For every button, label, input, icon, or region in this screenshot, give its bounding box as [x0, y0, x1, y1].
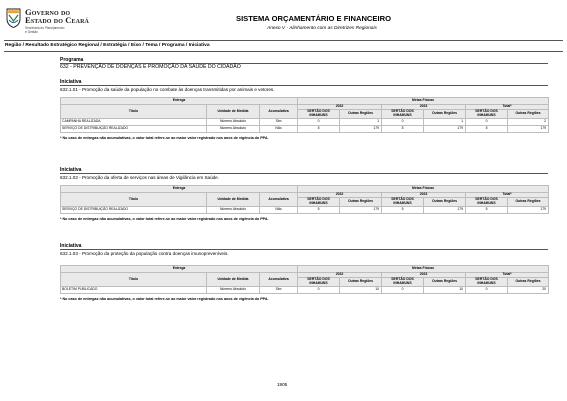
initiative-divider: [60, 173, 548, 174]
cell-total-outras: 2: [508, 119, 549, 126]
cell-2023-sertao: 5: [382, 207, 424, 214]
deliveries-table: [60, 185, 549, 214]
header-year-2022: 2022: [298, 193, 382, 198]
cell-2022-outras: 179: [340, 207, 382, 214]
deliveries-table: [60, 97, 549, 133]
initiative-label: Iniciativa: [60, 79, 82, 85]
header-divider: [4, 40, 563, 41]
header-outras: Outras Regiões: [424, 278, 466, 287]
header-outras: Outras Regiões: [508, 278, 549, 287]
header-outras: Outras Regiões: [424, 198, 466, 207]
header-year-2022: 2022: [298, 105, 382, 110]
header-entrega: Entrega: [61, 98, 298, 105]
cell-2022-outras: 179: [340, 126, 382, 133]
cell-2023-outras: 179: [424, 207, 466, 214]
cell-titulo: BOLETIM PUBLICADO: [61, 287, 207, 294]
page-header: [0, 0, 567, 42]
cell-2022-sertao: 0: [298, 119, 340, 126]
cell-2022-outras: 1: [340, 119, 382, 126]
header-outras: Outras Regiões: [424, 110, 466, 119]
cell-2022-outras: 10: [340, 287, 382, 294]
cell-total-sertao: 0: [466, 287, 508, 294]
header-acumulativa: Acumulativa: [260, 193, 298, 207]
table-row: [61, 287, 549, 294]
initiative-divider: [60, 85, 548, 86]
header-sertao: SERTÃO DOS INHAMUNS: [298, 198, 340, 207]
header-sertao: SERTÃO DOS INHAMUNS: [298, 110, 340, 119]
initiative-block: [60, 243, 548, 301]
cell-titulo: SERVIÇO DE DISTRIBUIÇÃO REALIZADO: [61, 207, 207, 214]
initiative-label: Iniciativa: [60, 243, 82, 249]
initiative-block: [60, 79, 548, 140]
header-sertao: SERTÃO DOS INHAMUNS: [382, 278, 424, 287]
deliveries-table: [60, 265, 549, 294]
cell-titulo: SERVIÇO DE DISTRIBUIÇÃO REALIZADO: [61, 126, 207, 133]
cell-unidade: Número Absoluto: [207, 207, 260, 214]
header-outras: Outras Regiões: [340, 110, 382, 119]
cell-acumulativa: Não: [260, 207, 298, 214]
header-sertao: SERTÃO DOS INHAMUNS: [382, 198, 424, 207]
header-sertao: SERTÃO DOS INHAMUNS: [466, 278, 508, 287]
government-logo: [6, 8, 116, 36]
cell-2022-sertao: 5: [298, 207, 340, 214]
page-number: 1905: [277, 382, 288, 387]
header-metas: Metas Físicas: [298, 98, 549, 105]
program-label: Programa: [60, 57, 84, 63]
header-unidade: Unidade de Medida: [207, 193, 260, 207]
header-titulo: Título: [61, 273, 207, 287]
cell-acumulativa: Não: [260, 126, 298, 133]
header-total: Total*: [466, 105, 549, 110]
document-title: SISTEMA ORÇAMENTÁRIO E FINANCEIRO: [236, 14, 391, 23]
logo-subtext-line2: e Gestão: [25, 30, 38, 34]
document-subtitle: Anexo V - Alinhamento com as Diretrizes Regionais: [267, 26, 377, 31]
logo-text-line2: Estado do Ceará: [25, 15, 89, 25]
header-entrega: Entrega: [61, 266, 298, 273]
cell-total-outras: 20: [508, 287, 549, 294]
cell-2022-sertao: 0: [298, 287, 340, 294]
header-titulo: Título: [61, 193, 207, 207]
cell-2022-sertao: 5: [298, 126, 340, 133]
cell-total-outras: 179: [508, 126, 549, 133]
header-sertao: SERTÃO DOS INHAMUNS: [298, 278, 340, 287]
header-metas: Metas Físicas: [298, 186, 549, 193]
logo-text-line1: Governo do: [25, 7, 71, 17]
header-sertao: SERTÃO DOS INHAMUNS: [466, 110, 508, 119]
cell-2023-sertao: 0: [382, 119, 424, 126]
cell-2023-outras: 10: [424, 287, 466, 294]
header-year-2023: 2023: [382, 105, 466, 110]
cell-unidade: Número Absoluto: [207, 126, 260, 133]
breadcrumb: Região / Resultado Estratégico Regional / Estratégia / Eixo / Tema / Programa / Iniciativa: [5, 43, 210, 48]
table-footnote: * No caso de entregas não acumulativas, o valor total refere-se ao maior valor registrado nos anos de vigência do PPA.: [60, 297, 269, 301]
header-outras: Outras Regiões: [340, 278, 382, 287]
cell-2023-outras: 1: [424, 119, 466, 126]
initiative-title: 632.1.03 - Promoção da proteção da população contra doenças imunopreveníveis.: [60, 251, 229, 256]
header-year-2022: 2022: [298, 273, 382, 278]
header-outras: Outras Regiões: [340, 198, 382, 207]
breadcrumb-divider: [4, 51, 563, 52]
header-outras: Outras Regiões: [508, 198, 549, 207]
logo-subtext-line1: Secretaria do Planejamento: [25, 26, 65, 30]
cell-acumulativa: Sim: [260, 287, 298, 294]
cell-2023-outras: 179: [424, 126, 466, 133]
table-footnote: * No caso de entregas não acumulativas, o valor total refere-se ao maior valor registrado nos anos de vigência do PPA.: [60, 217, 269, 221]
header-acumulativa: Acumulativa: [260, 105, 298, 119]
initiative-label: Iniciativa: [60, 167, 82, 173]
header-unidade: Unidade de Medida: [207, 273, 260, 287]
header-metas: Metas Físicas: [298, 266, 549, 273]
table-row: [61, 126, 549, 133]
header-acumulativa: Acumulativa: [260, 273, 298, 287]
table-footnote: * No caso de entregas não acumulativas, o valor total refere-se ao maior valor registrado nos anos de vigência do PPA.: [60, 136, 269, 140]
header-sertao: SERTÃO DOS INHAMUNS: [382, 110, 424, 119]
program-title: 632 - PREVENÇÃO DE DOENÇAS E PROMOÇÃO DA SAÚDE DO CIDADÃO: [60, 64, 241, 70]
cell-unidade: Número Absoluto: [207, 119, 260, 126]
header-year-2023: 2023: [382, 273, 466, 278]
initiative-divider: [60, 249, 548, 250]
header-outras: Outras Regiões: [508, 110, 549, 119]
cell-acumulativa: Sim: [260, 119, 298, 126]
header-unidade: Unidade de Medida: [207, 105, 260, 119]
cell-titulo: CAMPANHA REALIZADA: [61, 119, 207, 126]
header-total: Total*: [466, 193, 549, 198]
cell-unidade: Número Absoluto: [207, 287, 260, 294]
initiative-block: [60, 167, 548, 221]
cell-total-sertao: 5: [466, 126, 508, 133]
table-row: [61, 119, 549, 126]
cell-total-sertao: 5: [466, 207, 508, 214]
header-year-2023: 2023: [382, 193, 466, 198]
table-row: [61, 207, 549, 214]
initiative-title: 632.1.02 - Promoção da oferta de serviços nas áreas de Vigilância em Saúde.: [60, 175, 220, 180]
coat-of-arms-icon: [6, 8, 21, 28]
header-sertao: SERTÃO DOS INHAMUNS: [466, 198, 508, 207]
cell-total-outras: 179: [508, 207, 549, 214]
header-titulo: Título: [61, 105, 207, 119]
initiative-title: 632.1.01 - Promoção da saúde da população no combate às doenças transmitidas por animais e vetores.: [60, 87, 275, 92]
cell-total-sertao: 0: [466, 119, 508, 126]
header-entrega: Entrega: [61, 186, 298, 193]
header-total: Total*: [466, 273, 549, 278]
cell-2023-sertao: 5: [382, 126, 424, 133]
cell-2023-sertao: 0: [382, 287, 424, 294]
